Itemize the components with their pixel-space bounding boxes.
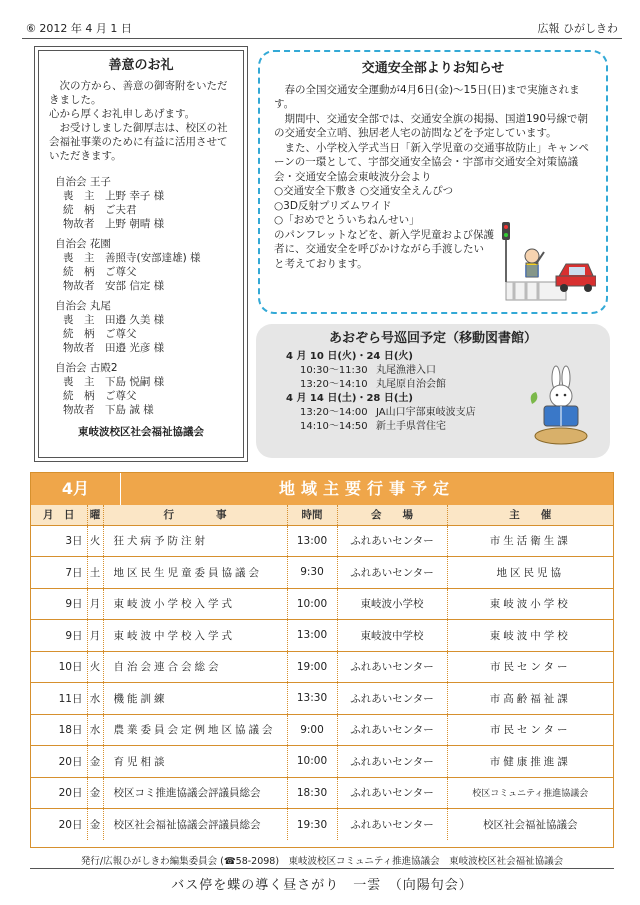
cell-dow: 水 (87, 714, 103, 746)
publisher-info: 発行/広報ひがしきわ編集委員会 (☎58-2098) 東岐波校区コミュニティ推進協議会 東岐波校区社会福祉協議会 (80, 856, 564, 867)
traffic-item: ○3D反射プリズムワイド (274, 199, 392, 212)
col-time: 時間 (287, 505, 337, 525)
library-place: 丸尾漁港入口 (376, 365, 436, 376)
donor-group (49, 299, 233, 355)
donor-line: 喪 主 上野 幸子 様 (63, 190, 165, 202)
donor-line: 続 柄 ご尊父 (63, 390, 137, 402)
cell-day: 10日 (31, 651, 87, 683)
cell-day: 9日 (31, 620, 87, 652)
donor-line: 物故者 安部 信定 様 (63, 280, 165, 292)
intro-line: 次の方から、善意の御寄附をいただきました。 (49, 80, 228, 106)
cell-dow: 金 (87, 809, 103, 841)
library-time: 13:20～14:00 (300, 407, 368, 418)
donor-line: 物故者 下島 誠 様 (63, 404, 154, 416)
cell-venue: 東岐波中学校 (337, 620, 447, 652)
donor-area: 自治会 花園 (55, 238, 111, 250)
schedule-title-bar (31, 473, 613, 505)
donor-line: 喪 主 下島 悦嗣 様 (63, 376, 165, 388)
donor-group (49, 237, 233, 293)
cell-dow: 火 (87, 525, 103, 557)
cell-host: 市民センター (447, 651, 613, 683)
donor-line: 物故者 上野 朝晴 様 (63, 218, 165, 230)
library-time: 14:10～14:50 (300, 421, 368, 432)
table-row (31, 809, 613, 841)
schedule-month: 4月 (31, 473, 121, 505)
cell-time: 18:30 (287, 777, 337, 809)
cell-venue: ふれあいセンター (337, 525, 447, 557)
col-venue: 会 場 (337, 505, 447, 525)
cell-event: 校区コミ推進協議会評議員総会 (103, 777, 287, 809)
col-dow: 曜 (87, 505, 103, 525)
cell-host: 東岐波小学校 (447, 588, 613, 620)
table-row (31, 777, 613, 809)
cell-venue: 東岐波小学校 (337, 588, 447, 620)
haiku: バス停を蝶の導く昼さがり 一雲 （向陽句会） (171, 878, 473, 893)
traffic-title: 交通安全部よりお知らせ (361, 61, 505, 76)
cell-day: 20日 (31, 746, 87, 778)
cell-event: 機能訓練 (103, 683, 287, 715)
traffic-paragraph: のパンフレットなどを、新入学児童および保護者に、交通安全を呼びかけながら手渡したいと考えております。 (274, 228, 494, 270)
donation-intro (49, 79, 233, 163)
table-row (31, 525, 613, 557)
cell-day: 20日 (31, 809, 87, 841)
donation-title: 善意のお礼 (108, 58, 174, 73)
traffic-notice (258, 50, 608, 314)
cell-time: 19:00 (287, 651, 337, 683)
mobile-library-box (256, 324, 610, 458)
bunny-reading-illustration (526, 364, 596, 448)
footer-divider (30, 868, 614, 869)
table-header-row (31, 505, 613, 525)
traffic-item: ○「おめでとういちねんせい」 (274, 214, 420, 226)
donor-line: 続 柄 ご尊父 (63, 266, 137, 278)
traffic-item: ○交通安全下敷き ○交通安全えんぴつ (274, 185, 454, 197)
traffic-paragraph: また、小学校入学式当日「新入学児童の交通事故防止」キャンペーンの一環として、宇部交通安全協会・宇部市交通安全対策協議会・交通安全協会東岐波分会より (274, 141, 589, 183)
cell-day: 11日 (31, 683, 87, 715)
traffic-paragraph: 春の全国交通安全運動が4月6日(金)～15日(日)まで実施されます。 (274, 83, 580, 110)
cell-time: 19:30 (287, 809, 337, 841)
table-row (31, 651, 613, 683)
schedule-table (31, 505, 613, 840)
cell-time: 9:00 (287, 714, 337, 746)
table-row (31, 746, 613, 778)
cell-dow: 月 (87, 620, 103, 652)
cell-host: 校区コミュニティ推進協議会 (447, 777, 613, 809)
cell-venue: ふれあいセンター (337, 714, 447, 746)
table-row (31, 714, 613, 746)
donor-line: 喪 主 善照寺(安部達雄) 様 (63, 252, 201, 264)
cell-host: 市民センター (447, 714, 613, 746)
library-title: あおぞら号巡回予定（移動図書館） (328, 331, 537, 346)
traffic-paragraph: 期間中、交通安全部では、交通安全旗の掲揚、国道190号線で朝の交通安全立哨、独居老人宅の訪問などを予定しています。 (274, 112, 589, 139)
library-place: 丸尾原自治会館 (376, 379, 446, 390)
cell-venue: ふれあいセンター (337, 683, 447, 715)
cell-host: 市高齢福祉課 (447, 683, 613, 715)
cell-venue: ふれあいセンター (337, 557, 447, 589)
table-row (31, 557, 613, 589)
library-place: JA山口宇部東岐波支店 (376, 407, 476, 418)
schedule-title: 地域主要行事予定 (278, 479, 455, 498)
cell-day: 9日 (31, 588, 87, 620)
library-place: 新土手県営住宅 (376, 421, 446, 432)
cell-venue: ふれあいセンター (337, 809, 447, 841)
cell-dow: 月 (87, 588, 103, 620)
cell-event: 農業委員会定例地区協議会 (103, 714, 287, 746)
cell-venue: ふれあいセンター (337, 777, 447, 809)
cell-event: 校区社会福祉協議会評議員総会 (103, 809, 287, 841)
col-date: 月 日 (31, 505, 87, 525)
cell-event: 育児相談 (103, 746, 287, 778)
children-crossing-illustration (496, 212, 596, 308)
library-date: 4 月 14 日(土)・28 日(土) (286, 393, 413, 404)
cell-dow: 火 (87, 651, 103, 683)
intro-line: 心から厚くお礼申しあげます。 (49, 108, 196, 120)
publication-name: 広報 ひがしきわ (537, 22, 618, 35)
cell-event: 地区民生児童委員協議会 (103, 557, 287, 589)
cell-host: 市健康推進課 (447, 746, 613, 778)
intro-line: お受けしました御厚志は、校区の社会福祉事業のために有益に活用させていただきます。 (49, 122, 228, 162)
donation-box (34, 46, 248, 462)
cell-host: 東岐波中学校 (447, 620, 613, 652)
table-row (31, 683, 613, 715)
library-time: 13:20～14:10 (300, 379, 368, 390)
cell-venue: ふれあいセンター (337, 746, 447, 778)
cell-host: 市生活衛生課 (447, 525, 613, 557)
cell-host: 校区社会福祉協議会 (447, 809, 613, 841)
donor-line: 喪 主 田邉 久美 様 (63, 314, 165, 326)
donor-line: 物故者 田邉 光彦 様 (63, 342, 165, 354)
donor-group (49, 361, 233, 417)
page-number-date: ⑥ 2012 年 4 月 1 日 (26, 22, 132, 35)
cell-event: 自治会連合会総会 (103, 651, 287, 683)
donation-org: 東岐波校区社会福祉協議会 (78, 426, 204, 438)
cell-dow: 水 (87, 683, 103, 715)
cell-day: 18日 (31, 714, 87, 746)
table-row (31, 588, 613, 620)
cell-event: 狂犬病予防注射 (103, 525, 287, 557)
table-row (31, 620, 613, 652)
donor-line: 続 柄 ご尊父 (63, 328, 137, 340)
cell-time: 10:00 (287, 746, 337, 778)
donation-inner (38, 50, 244, 458)
library-date: 4 月 10 日(火)・24 日(火) (286, 351, 413, 362)
donor-area: 自治会 古殿2 (55, 362, 118, 374)
cell-venue: ふれあいセンター (337, 651, 447, 683)
library-time: 10:30～11:30 (300, 365, 368, 376)
cell-day: 20日 (31, 777, 87, 809)
col-event: 行 事 (103, 505, 287, 525)
donor-group (49, 175, 233, 231)
cell-event: 東岐波中学校入学式 (103, 620, 287, 652)
col-host: 主 催 (447, 505, 613, 525)
cell-time: 13:00 (287, 525, 337, 557)
donor-area: 自治会 丸尾 (55, 300, 111, 312)
page-header (22, 18, 622, 36)
cell-event: 東岐波小学校入学式 (103, 588, 287, 620)
cell-time: 13:30 (287, 683, 337, 715)
cell-host: 地区民児協 (447, 557, 613, 589)
cell-dow: 土 (87, 557, 103, 589)
cell-dow: 金 (87, 746, 103, 778)
cell-time: 10:00 (287, 588, 337, 620)
header-divider (22, 38, 622, 39)
donor-line: 続 柄 ご夫君 (63, 204, 137, 216)
cell-time: 13:00 (287, 620, 337, 652)
donor-area: 自治会 王子 (55, 176, 111, 188)
event-schedule (30, 472, 614, 848)
cell-day: 3日 (31, 525, 87, 557)
cell-dow: 金 (87, 777, 103, 809)
cell-time: 9:30 (287, 557, 337, 589)
cell-day: 7日 (31, 557, 87, 589)
